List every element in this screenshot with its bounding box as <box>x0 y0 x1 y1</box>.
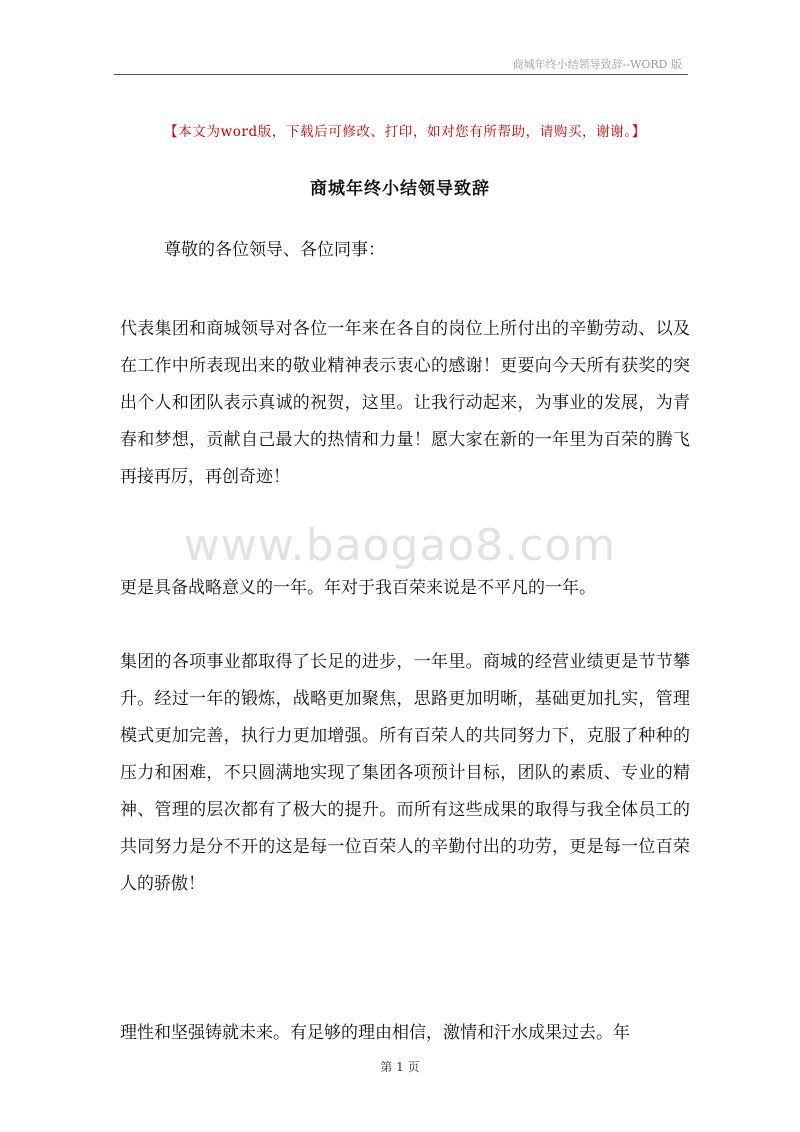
watermark: www.baogao8.com <box>183 520 617 571</box>
paragraph: 理性和坚强铸就未来。有足够的理由相信，激情和汗水成果过去。年 <box>120 1023 630 1043</box>
download-notice: 【本文为word版，下载后可修改、打印，如对您有所帮助，请购买，谢谢。】 <box>164 124 646 140</box>
header-divider <box>114 74 688 75</box>
document-title: 商城年终小结领导致辞 <box>310 179 490 199</box>
paragraph: 代表集团和商城领导对各位一年来在各自的岗位上所付出的辛勤劳动、以及在工作中所表现出来的敬业精神表示衷心的感谢！更要向今天所有获奖的突出个人和团队表示真诚的祝贺，这里。让我行动起来，为事业的发展，为青春和梦想，贡献自己最大的热情和力量！愿大家在新的一年里为百荣的腾飞再接再厉，再创奇迹！ <box>120 319 690 487</box>
header-title: 商城年终小结领导致辞--WORD 版 <box>512 58 682 71</box>
page-number: 第 1 页 <box>380 1060 420 1074</box>
greeting: 尊敬的各位领导、各位同事： <box>164 240 385 260</box>
paragraph: 集团的各项事业都取得了长足的进步，一年里。商城的经营业绩更是节节攀升。经过一年的锻炼，战略更加聚焦，思路更加明晰，基础更加扎实，管理模式更加完善，执行力更加增强。所有百荣人的共同努力下，克服了种种的压力和困难，不只圆满地实现了集团各项预计目标，团队的素质、专业的精神、管理的层次都有了极大的提升。而所有这些成果的取得与我全体员工的共同努力是分不开的这是每一位百荣人的辛勤付出的功劳，更是每一位百荣人的骄傲！ <box>120 652 690 894</box>
paragraph: 更是具备战略意义的一年。年对于我百荣来说是不平凡的一年。 <box>120 578 596 598</box>
